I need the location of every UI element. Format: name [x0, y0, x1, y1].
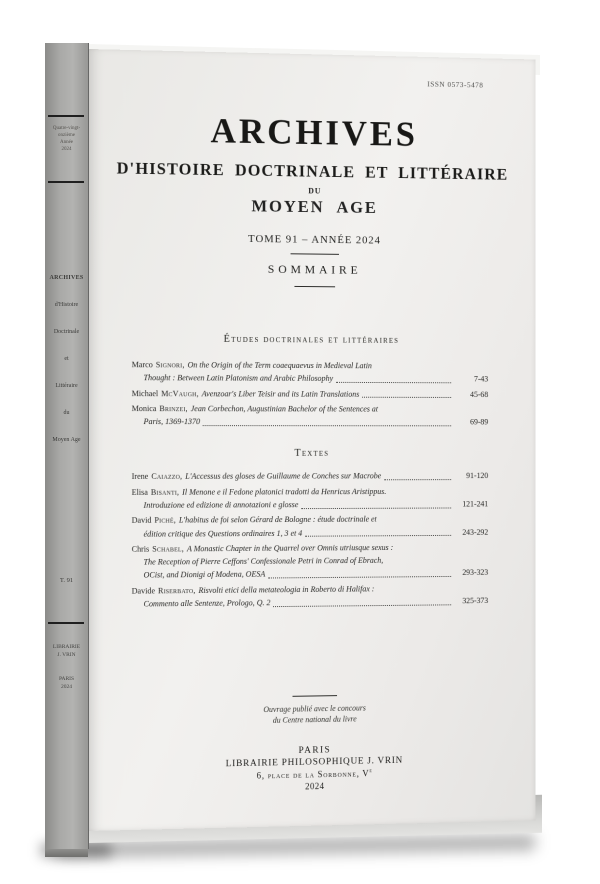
toc-title-line: A Monastic Chapter in the Quarrel over Omnis utriusque sexus :	[186, 543, 394, 554]
toc-entry	[132, 485, 489, 512]
toc-entry	[132, 540, 489, 582]
spine	[45, 43, 89, 849]
divider-rule	[291, 253, 339, 255]
toc-title-line: On the Origin of the Term coaequaevus in Medieval Latin	[187, 360, 372, 371]
spine-edition-line: 2024	[61, 147, 72, 152]
toc-author-first: Elisa	[131, 487, 148, 497]
toc-title-line: Introduzione ed edizione di annotazioni e glosse	[143, 500, 299, 510]
journal-title: ARCHIVES	[210, 110, 418, 154]
toc-title-line: L'habitus de foi selon Gérard de Bologne : étude doctrinale et	[178, 515, 377, 525]
toc-author-last: Caiazzo,	[151, 472, 183, 482]
dot-leader	[362, 397, 451, 398]
spine-title-word: Moyen Age	[52, 437, 81, 443]
toc-author-first: Chris	[131, 544, 150, 554]
toc-title-line: Jean Corbechon, Augustinian Bachelor of the Sentences at	[190, 404, 378, 414]
toc-author-last: Piché,	[154, 515, 176, 526]
toc-section-etudes	[132, 358, 489, 428]
toc-author-first: Davide	[131, 586, 156, 596]
toc-entry	[132, 402, 489, 429]
toc-author-first: Marco	[131, 360, 153, 370]
spine-title-word: et	[64, 356, 69, 362]
toc-author-first: David	[131, 516, 152, 526]
toc-page-range: 69-89	[470, 417, 489, 427]
toc-page-range: 121-241	[462, 499, 489, 509]
toc-page-range: 325-373	[462, 596, 489, 606]
toc-author-first: Monica	[131, 404, 157, 414]
issn-number: ISSN 0573-5478	[427, 79, 484, 90]
sommaire-heading: SOMMAIRE	[267, 261, 362, 277]
toc-author-last: Brinzei,	[159, 404, 188, 414]
spine-publisher-line: J. VRIN	[57, 652, 76, 658]
divider-rule	[292, 695, 337, 697]
toc-entry	[132, 581, 489, 610]
cnl-notice-line: du Centre national du livre	[272, 714, 357, 725]
toc-title-line: Avenzoar's Liber Teisir and its Latin Translations	[201, 388, 360, 399]
spine-publisher-line: LIBRAIRIE	[52, 644, 81, 650]
spine-title-word: Littéraire	[55, 383, 78, 389]
dot-leader	[203, 425, 451, 426]
table-of-contents	[132, 333, 489, 613]
toc-title-line: The Reception of Pierre Ceffons' Confessionale Petri in Conrad of Ebrach,	[143, 556, 384, 567]
publisher-address-main: 6, place de la Sorbonne, V	[256, 768, 370, 781]
dot-leader	[336, 382, 451, 383]
dot-leader	[273, 604, 451, 607]
spine-rule-bottom	[48, 622, 84, 624]
toc-author-first: Irene	[131, 472, 149, 482]
spine-title-word: ARCHIVES	[49, 275, 84, 281]
spine-spacer	[45, 659, 88, 675]
toc-author-last: Riserbato,	[158, 585, 196, 596]
front-cover	[88, 49, 535, 831]
spine-edition-block	[45, 125, 88, 153]
publisher-name: LIBRAIRIE PHILOSOPHIQUE J. VRIN	[225, 755, 403, 770]
toc-author-last: McVaugh,	[161, 388, 199, 398]
toc-title-line: édition critique des Questions ordinaires 1, 3 et 4	[143, 528, 303, 539]
spine-rule-mid	[48, 181, 84, 183]
toc-title-line: Thought : Between Latin Platonism and Arabic Philosophy	[143, 373, 334, 384]
toc-entry	[132, 387, 489, 401]
journal-subtitle-line1: D'HISTOIRE DOCTRINALE ET LITTÉRAIRE	[116, 158, 509, 184]
spine-publisher-line: PARIS	[58, 676, 75, 682]
spine-edition-line: onzième	[58, 133, 75, 138]
tome-year-line: TOME 91 – ANNÉE 2024	[248, 233, 381, 247]
toc-page-range: 91-120	[466, 471, 489, 481]
cnl-notice	[88, 700, 535, 729]
toc-section-heading-etudes: Études doctrinales et littéraires	[223, 333, 400, 346]
publisher-city: PARIS	[298, 745, 332, 756]
publication-year: 2024	[305, 781, 325, 792]
spine-tome: T. 91	[59, 577, 74, 584]
spine-title-word: Doctrinale	[53, 329, 80, 335]
toc-page-range: 45-68	[470, 389, 489, 399]
toc-page-range: 293-323	[462, 568, 489, 578]
cnl-notice-line: Ouvrage publié avec le concours	[263, 703, 366, 715]
spine-rule-top	[48, 115, 84, 117]
toc-title-line: Commento alle Sentenze, Prologo, Q. 2	[143, 598, 271, 609]
toc-title-line: Risvolti etici della metateologia in Roberto di Halifax :	[198, 584, 375, 595]
cover-footer	[88, 683, 535, 796]
dot-leader	[305, 535, 451, 537]
spine-title-word: d'Histoire	[54, 302, 79, 308]
spine-edition-line: Année	[59, 140, 74, 145]
toc-section-heading-textes: Textes	[294, 448, 330, 460]
dot-leader	[384, 479, 451, 480]
toc-entry	[132, 470, 489, 484]
toc-title-line: OCist, and Dionigi of Modena, OESA	[143, 569, 266, 580]
toc-page-range: 7-43	[473, 374, 489, 384]
spine-title-word: du	[63, 410, 70, 416]
masthead	[88, 107, 535, 289]
toc-author-last: Signori,	[155, 360, 185, 370]
toc-section-textes	[132, 470, 489, 611]
spine-edition-line: Quatre-vingt-	[52, 126, 81, 131]
toc-title-line: L'Accessus des gloses de Guillaume de Conches sur Macrobe	[185, 471, 382, 482]
front-cover-content	[88, 49, 535, 831]
spine-publisher-block	[45, 643, 88, 691]
journal-subtitle-line2: MOYEN AGE	[251, 196, 378, 217]
toc-author-last: Schabel,	[152, 544, 184, 554]
toc-author-first: Michael	[131, 388, 159, 398]
spine-publisher-line: 2024	[61, 684, 72, 690]
toc-title-line: Paris, 1369-1370	[143, 417, 201, 427]
toc-title-line: Il Menone e il Fedone platonici tradotti da Henricus Aristippus.	[182, 486, 387, 497]
publisher-address-sup: e	[369, 768, 373, 775]
dot-leader	[301, 507, 451, 509]
spine-title-block	[45, 265, 88, 454]
journal-subtitle-du: DU	[308, 186, 322, 196]
toc-entry	[132, 358, 489, 386]
book	[45, 43, 555, 863]
dot-leader	[268, 576, 451, 579]
toc-page-range: 243-292	[462, 527, 489, 537]
divider-rule	[294, 286, 335, 287]
toc-author-last: Bisanti,	[150, 487, 180, 497]
toc-entry	[132, 513, 489, 541]
